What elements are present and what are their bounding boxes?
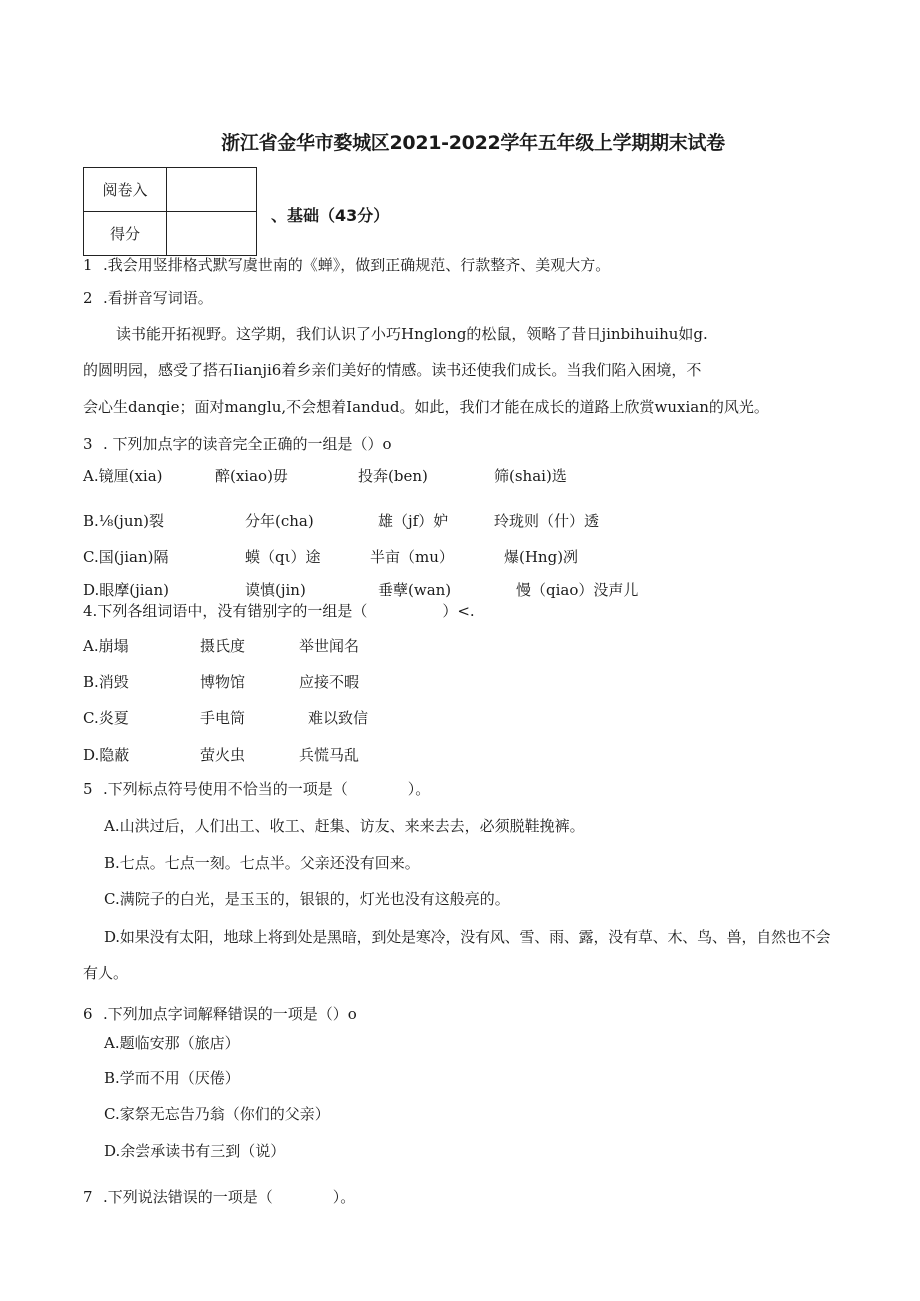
option-cell: 慢（qiao）没声儿 <box>516 581 639 599</box>
option-cell: 分年(cha) <box>245 512 314 530</box>
option-c: C.家祭无忘告乃翁（你们的父亲） <box>104 1105 330 1123</box>
page-title: 浙江省金华市婺城区2021-2022学年五年级上学期期末试卷 <box>221 132 725 154</box>
question-7 <box>83 1186 355 1207</box>
option-d: D.余尝承读书有三到（说） <box>104 1142 286 1160</box>
option-cell: 兵慌马乱 <box>299 746 360 764</box>
question-number: 3 <box>83 435 93 453</box>
question-number: 5 <box>83 780 93 798</box>
option-cell: 玲珑则（什）透 <box>494 512 600 530</box>
option-cell: 筛(shai)选 <box>494 467 567 485</box>
question-text: .下列标点符号使用不恰当的一项是（ ）。 <box>103 780 431 798</box>
question-text: .看拼音写词语。 <box>103 289 213 307</box>
question-text: .我会用竖排格式默写虞世南的《蝉》，做到正确规范、行款整齐、美观大方。 <box>103 256 611 274</box>
option-cell: 投奔(ben) <box>358 467 428 485</box>
option-cell: A.镜厘(xia) <box>83 467 163 485</box>
option-cell: C.国(jian)隔 <box>83 548 169 566</box>
option-cell: 摄氏度 <box>200 637 246 655</box>
option-cell: 蟆（qι）途 <box>245 548 321 566</box>
option-a: A.题临安那（旅店） <box>104 1034 240 1052</box>
question-text: .下列说法错误的一项是（ ）。 <box>103 1188 356 1206</box>
score-cell <box>167 212 257 256</box>
option-d: D.如果没有太阳，地球上将到处是黑暗，到处是寒冷，没有风、雪、雨、露，没有草、木、鸟、兽，自然也不会 <box>104 928 831 946</box>
option-cell: D.眼摩(jian) <box>83 581 170 599</box>
question-3 <box>83 433 392 454</box>
option-cell: 爆(Hng)冽 <box>504 548 579 566</box>
option-cell: A.崩塌 <box>83 637 129 655</box>
question-2 <box>83 287 213 308</box>
reviewer-cell <box>167 168 257 212</box>
option-cell: 醉(xiao)毋 <box>215 467 288 485</box>
option-cell: C.炎夏 <box>83 709 129 727</box>
passage-line: 会心生danqie；面对manglu,不会想着Iandud。如此，我们才能在成长的道路上欣赏wuxian的风光。 <box>83 398 769 416</box>
option-cell: 谟慎(jin) <box>245 581 306 599</box>
section-heading: 、基础（43分） <box>271 206 390 225</box>
option-b: B.学而不用（厌倦） <box>104 1069 240 1087</box>
option-c: C.满院子的白光，是玉玉的，银银的，灯光也没有这般亮的。 <box>104 890 510 908</box>
option-cell: 手电筒 <box>200 709 246 727</box>
option-cell: 博物馆 <box>200 673 246 691</box>
question-number: 4. <box>83 602 98 620</box>
option-cell: 应接不暇 <box>299 673 360 691</box>
passage-line: 的圆明园，感受了搭石Iianji6着乡亲们美好的情感。读书还使我们成长。当我们陷入困境，不 <box>83 361 702 379</box>
option-cell: B.消毁 <box>83 673 129 691</box>
option-d-continuation: 有人。 <box>83 964 129 982</box>
option-cell: 雄（jf）妒 <box>378 512 449 530</box>
score-label: 得分 <box>84 212 167 256</box>
question-5 <box>83 778 430 799</box>
question-text: 下列各组词语中，没有错别字的一组是（ ）<. <box>97 602 475 620</box>
question-4 <box>83 600 475 621</box>
option-cell: B.⅛(jun)裂 <box>83 512 165 530</box>
option-b: B.七点。七点一刻。七点半。父亲还没有回来。 <box>104 854 420 872</box>
question-text: .下列加点字词解释错误的一项是（）o <box>103 1005 357 1023</box>
question-number: 7 <box>83 1188 93 1206</box>
option-a: A.山洪过后，人们出工、收工、赶集、访友、来来去去，必须脱鞋挽裤。 <box>104 817 585 835</box>
question-number: 1 <box>83 256 93 274</box>
option-cell: 垂孽(wan) <box>378 581 452 599</box>
question-number: 6 <box>83 1005 93 1023</box>
option-cell: 半亩（mu） <box>370 548 454 566</box>
option-cell: 举世闻名 <box>299 637 360 655</box>
reviewer-label: 阅卷入 <box>84 168 167 212</box>
passage-line: 读书能开拓视野。这学期，我们认识了小巧Hnglong的松鼠，领略了昔日jinbihuihu如g. <box>116 325 708 343</box>
option-cell: D.隐蔽 <box>83 746 130 764</box>
option-cell: 萤火虫 <box>200 746 246 764</box>
question-1 <box>83 254 610 275</box>
option-cell: 难以致信 <box>308 709 369 727</box>
question-number: 2 <box>83 289 93 307</box>
question-6 <box>83 1003 357 1024</box>
question-text: . 下列加点字的读音完全正确的一组是（）o <box>103 435 392 453</box>
score-table <box>83 167 257 256</box>
